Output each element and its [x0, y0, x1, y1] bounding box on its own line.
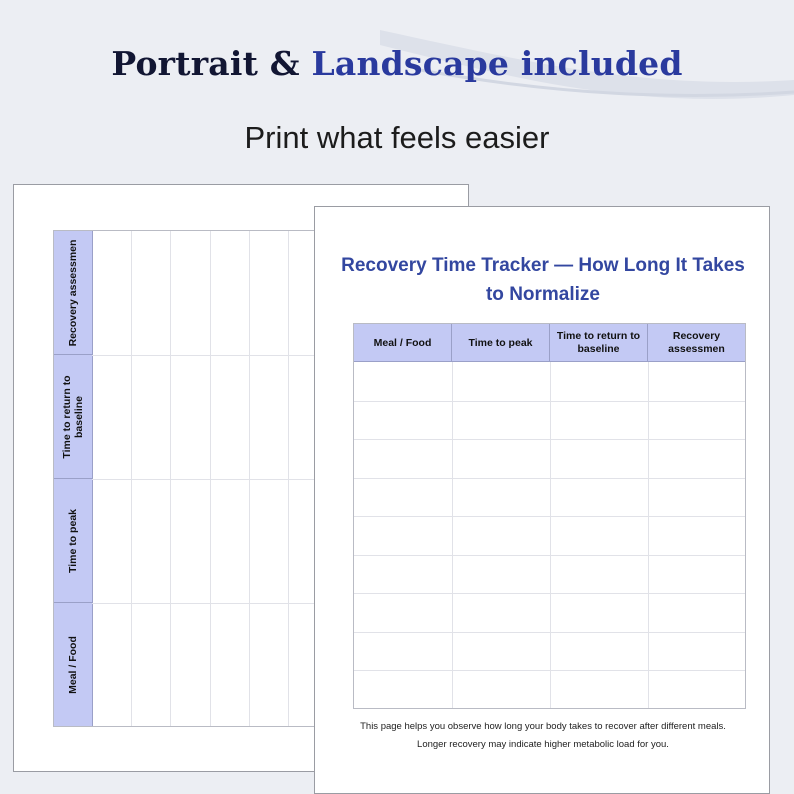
portrait-table — [353, 323, 746, 709]
headline-word-included: included — [520, 44, 683, 83]
portrait-header-cell: Meal / Food — [354, 324, 452, 362]
grid-column-line — [648, 362, 649, 708]
landscape-header-cell — [54, 355, 92, 479]
landscape-header-label: Recovery assessmen — [67, 239, 79, 346]
landscape-header-cell — [54, 231, 92, 355]
portrait-sheet — [314, 206, 770, 794]
headline-word-landscape: Landscape — [311, 44, 510, 83]
portrait-note: This page helps you observe how long your body takes to recover after different meals. — [360, 721, 726, 732]
portrait-note: Longer recovery may indicate higher metabolic load for you. — [417, 739, 669, 750]
landscape-header-column — [54, 231, 93, 726]
subline: Print what feels easier — [244, 120, 550, 155]
grid-row-line — [354, 632, 745, 633]
grid-row-line — [354, 670, 745, 671]
landscape-header-label: Meal / Food — [67, 635, 79, 694]
grid-row-line — [354, 593, 745, 594]
grid-row-line — [354, 555, 745, 556]
portrait-header-cell: Time to return to baseline — [550, 324, 648, 362]
portrait-header-cell: Time to peak — [452, 324, 550, 362]
portrait-header-cell: Recovery assessmen — [668, 330, 725, 355]
landscape-header-label: Time to peak — [67, 508, 79, 573]
portrait-title: Recovery Time Tracker — How Long It Takes to Normalize — [341, 255, 745, 305]
headline — [0, 44, 794, 83]
grid-row-line — [354, 439, 745, 440]
grid-row-line — [354, 401, 745, 402]
headline-word-portrait: Portrait — [111, 44, 259, 83]
grid-column-line — [452, 362, 453, 708]
grid-row-line — [354, 478, 745, 479]
landscape-header-label: Time to return to baseline — [61, 374, 85, 459]
grid-row-line — [354, 516, 745, 517]
portrait-header-row — [354, 324, 745, 362]
grid-column-line — [550, 362, 551, 708]
headline-ampersand: & — [269, 44, 300, 83]
landscape-header-cell — [54, 479, 92, 603]
landscape-header-cell — [54, 603, 92, 726]
